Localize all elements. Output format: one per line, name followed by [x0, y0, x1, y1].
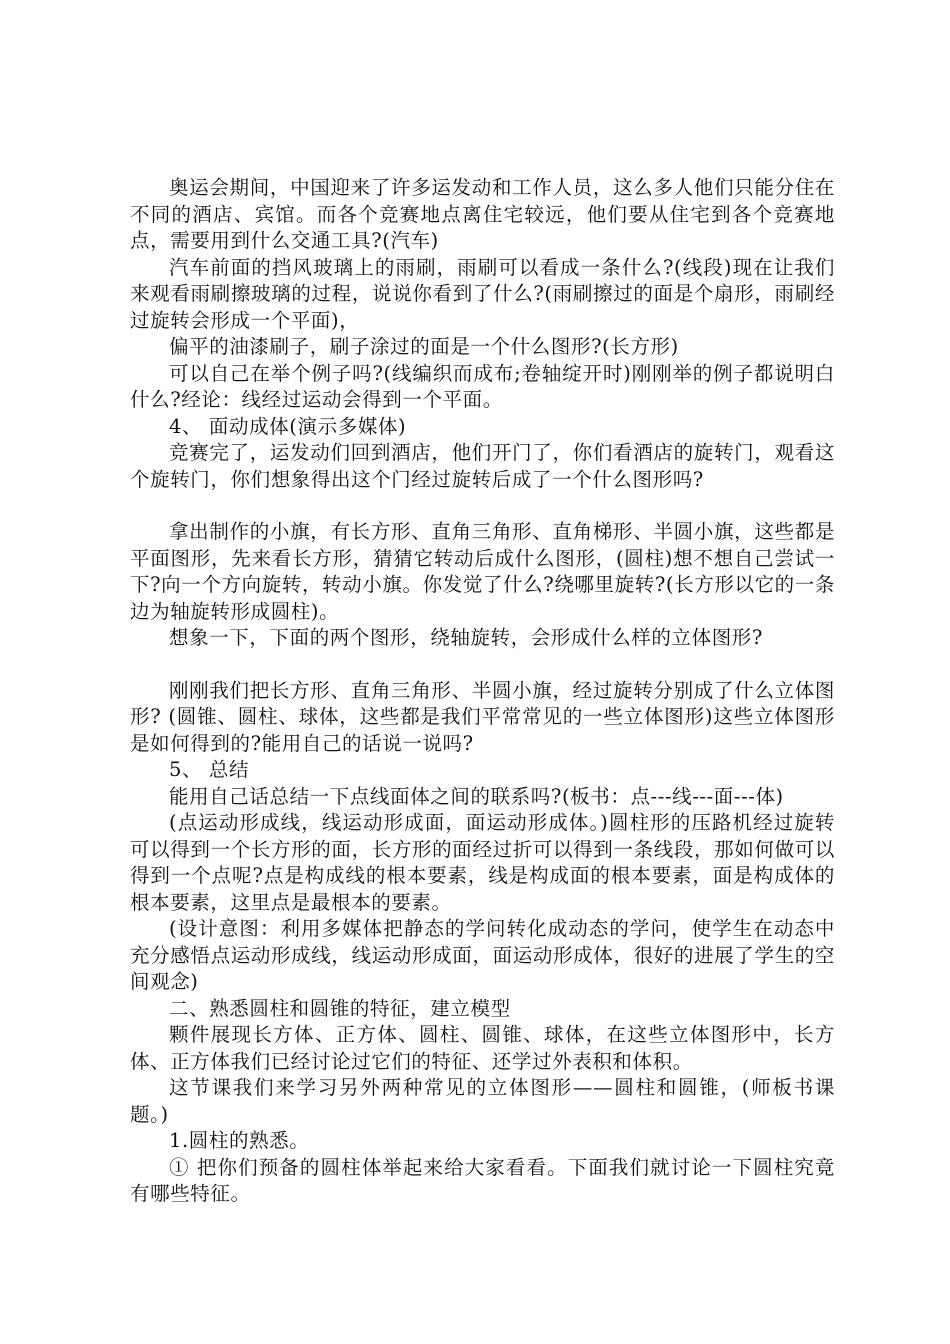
paragraph: 颗件展现长方体、正方体、圆柱、圆锥、球体，在这些立体图形中，长方体、正方体我们已经讨论过它们的特征、还学过外表积和体积。: [130, 1023, 835, 1073]
paragraph: ① 把你们预备的圆柱体举起来给大家看看。下面我们就讨论一下圆柱究竟有哪些特征。: [130, 1155, 835, 1205]
paragraph: 竞赛完了，运发动们回到酒店，他们开门了，你们看酒店的旋转门，观看这个旋转门，你们想象得出这个门经过旋转后成了一个什么图形吗?: [130, 441, 835, 491]
paragraph: 这节课我们来学习另外两种常见的立体图形——圆柱和圆锥，(师板书课题。): [130, 1076, 835, 1126]
paragraph: 刚刚我们把长方形、直角三角形、半圆小旗，经过旋转分别成了什么立体图形? (圆锥、圆柱、球体，这些都是我们平常常见的一些立体图形)这些立体图形是如何得到的?能用自己的话说一说吗?: [130, 678, 835, 755]
paragraph: 想象一下，下面的两个图形，绕轴旋转，会形成什么样的立体图形?: [169, 626, 763, 649]
document-body: [130, 175, 835, 1208]
section-heading: 4、 面动成体(演示多媒体): [169, 414, 407, 438]
paragraph: 能用自己话总结一下点线面体之间的联系吗?(板书：点---线---面---体): [169, 784, 784, 808]
paragraph: (点运动形成线，线运动形成面，面运动形成体。)圆柱形的压路机经过旋转可以得到一个长方形的面，长方形的面经过折可以得到一条线段，那如何做可以得到一个点呢?点是构成线的根本要素，线是构成面的根本要素，面是构成体的根本要素，这里点是最根本的要素。: [130, 811, 835, 914]
paragraph: 偏平的油漆刷子，刷子涂过的面是一个什么图形?(长方形): [169, 335, 679, 358]
blank-line: [130, 652, 835, 678]
blank-line: [130, 493, 835, 519]
paragraph: (设计意图：利用多媒体把静态的学问转化成动态的学问，使学生在动态中充分感悟点运动形成线，线运动形成面，面运动形成体，很好的进展了学生的空间观念): [130, 917, 835, 993]
section-heading: 5、 总结: [169, 758, 250, 781]
paragraph: 奥运会期间，中国迎来了许多运发动和工作人员，这么多人他们只能分住在不同的酒店、宾馆。而各个竞赛地点离住宅较远，他们要从住宅到各个竞赛地点，需要用到什么交通工具?(汽车): [130, 176, 835, 252]
paragraph: 汽车前面的挡风玻璃上的雨刷，雨刷可以看成一条什么?(线段)现在让我们来观看雨刷擦玻璃的过程，说说你看到了什么?(雨刷擦过的面是个扇形，雨刷经过旋转会形成一个平面)，: [130, 255, 835, 332]
paragraph: 拿出制作的小旗，有长方形、直角三角形、直角梯形、半圆小旗，这些都是平面图形，先来看长方形，猜猜它转动后成什么图形，(圆柱)想不想自己尝试一下?向一个方向旋转，转动小旗。你发觉了什么?绕哪里旋转?(长方形以它的一条边为轴旋转形成圆柱)。: [130, 520, 835, 623]
section-heading: 二、熟悉圆柱和圆锥的特征，建立模型: [169, 996, 511, 1020]
subsection-heading: 1.圆柱的熟悉。: [169, 1129, 310, 1152]
paragraph: 可以自己在举个例子吗?(线编织而成布;卷轴绽开时)刚刚举的例子都说明白什么?经论：线经过运动会得到一个平面。: [130, 361, 835, 411]
